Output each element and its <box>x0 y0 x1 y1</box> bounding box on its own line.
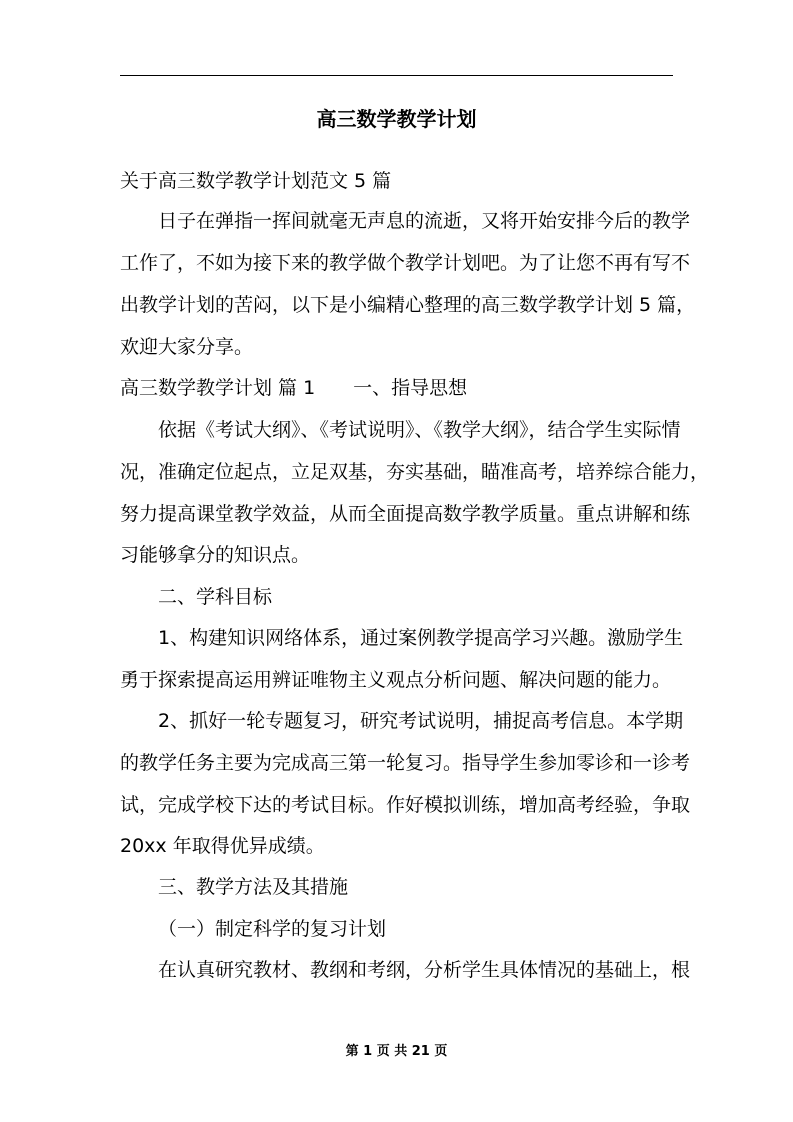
paragraph-line: 试，完成学校下达的考试目标。作好模拟训练，增加高考经验，争取 <box>120 794 691 816</box>
paragraph-line: 20xx 年取得优异成绩。 <box>120 835 325 857</box>
document-title: 高三数学教学计划 <box>316 107 477 131</box>
subsection-heading: 三、教学方法及其措施 <box>158 876 349 898</box>
paragraph-line: 况，准确定位起点，立足双基，夯实基础，瞄准高考，培养综合能力， <box>120 461 710 483</box>
page-number: 第 1 页 共 21 页 <box>345 1044 448 1059</box>
section-heading: 高三数学教学计划 篇 1 <box>120 377 316 399</box>
intro-heading: 关于高三数学教学计划范文 5 篇 <box>120 170 392 192</box>
paragraph-line: 日子在弹指一挥间就毫无声息的流逝，又将开始安排今后的教学 <box>158 210 691 232</box>
paragraph-line: 欢迎大家分享。 <box>120 336 254 358</box>
subsection-heading: （一）制定科学的复习计划 <box>158 918 387 940</box>
section-subheading: 一、指导思想 <box>353 377 468 399</box>
paragraph-line: 勇于探索提高运用辨证唯物主义观点分析问题、解决问题的能力。 <box>120 669 672 691</box>
paragraph-line: 的教学任务主要为完成高三第一轮复习。指导学生参加零诊和一诊考 <box>120 752 691 774</box>
section-heading-row <box>120 374 467 402</box>
paragraph-line: 出教学计划的苦闷，以下是小编精心整理的高三数学教学计划 5 篇， <box>120 294 696 316</box>
subsection-heading: 二、学科目标 <box>158 586 273 608</box>
paragraph-line: 2、抓好一轮专题复习，研究考试说明，捕捉高考信息。本学期 <box>158 710 684 732</box>
paragraph-line: 习能够拿分的知识点。 <box>120 544 311 566</box>
header-rule <box>120 75 673 76</box>
paragraph-line: 1、构建知识网络体系，通过案例教学提高学习兴趣。激励学生 <box>158 627 684 649</box>
paragraph-line: 工作了，不如为接下来的教学做个教学计划吧。为了让您不再有写不 <box>120 252 691 274</box>
paragraph-line: 努力提高课堂教学效益，从而全面提高数学教学质量。重点讲解和练 <box>120 503 691 525</box>
paragraph-line: 在认真研究教材、教纲和考纲，分析学生具体情况的基础上，根 <box>158 959 691 981</box>
paragraph-line: 依据《考试大纲》、《考试说明》、《教学大纲》，结合学生实际情 <box>158 419 681 441</box>
